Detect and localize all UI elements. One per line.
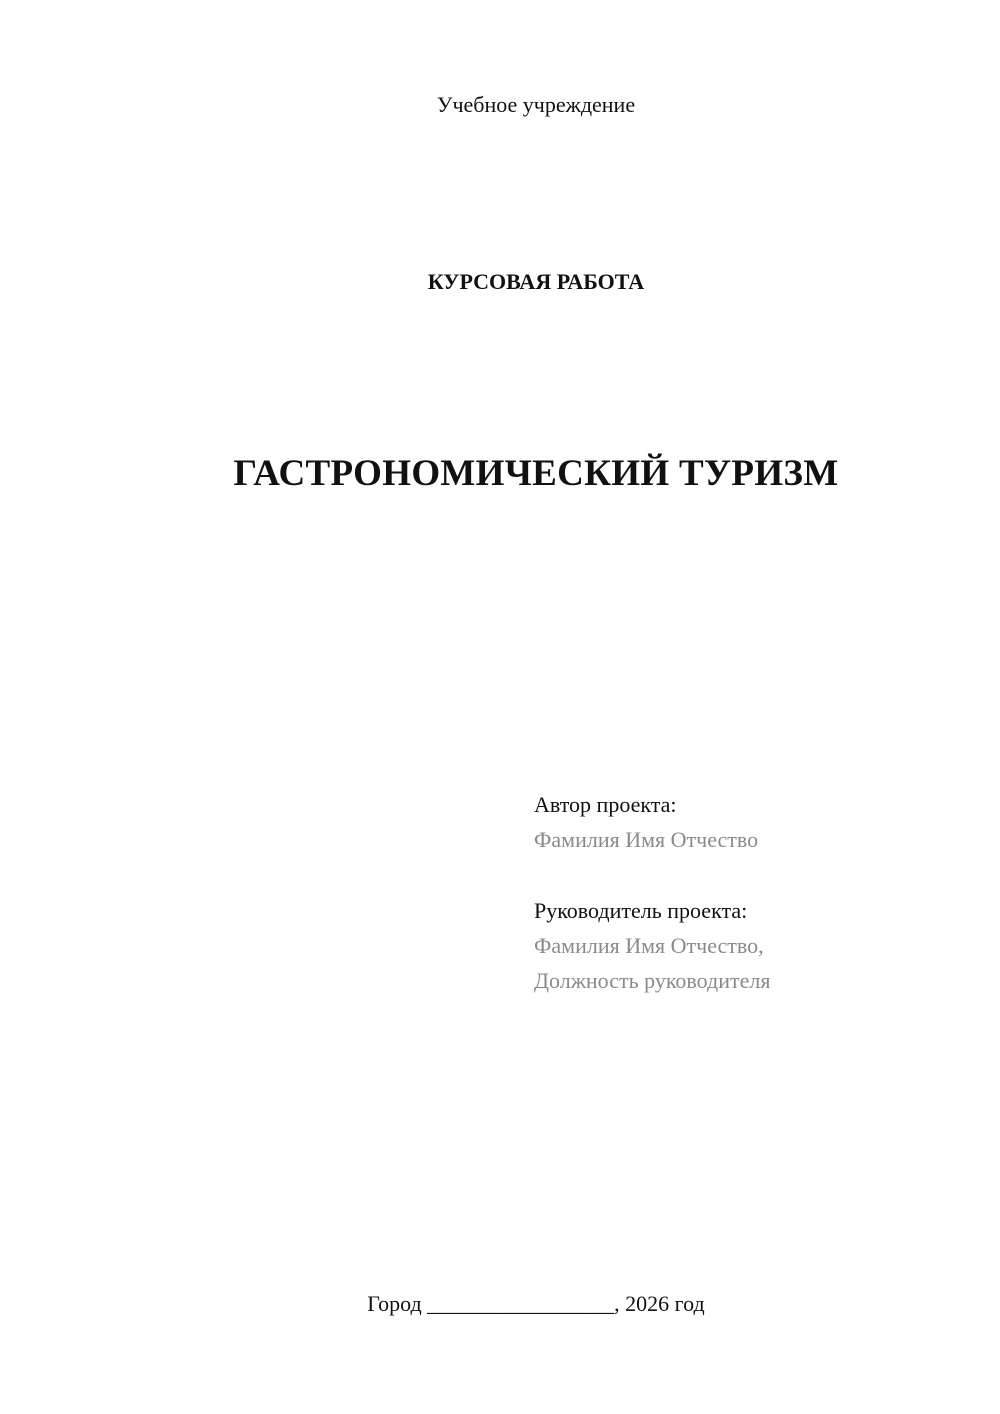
document-type: КУРСОВАЯ РАБОТА	[427, 269, 645, 294]
author-label: Автор проекта:	[534, 792, 677, 817]
supervisor-name-placeholder: Фамилия Имя Отчество,	[534, 933, 764, 958]
city-blank-line: _________________	[427, 1291, 615, 1316]
credits-block	[534, 787, 974, 998]
institution-name: Учебное учреждение	[436, 92, 636, 117]
document-title: ГАСТРОНОМИЧЕСКИЙ ТУРИЗМ	[233, 453, 839, 494]
supervisor-label: Руководитель проекта:	[534, 898, 748, 923]
supervisor-position-placeholder: Должность руководителя	[534, 968, 771, 993]
city-label: Город	[367, 1291, 422, 1316]
year-text: , 2026 год	[614, 1291, 705, 1316]
credits-spacer	[534, 857, 974, 893]
footer-city-year	[0, 1290, 1000, 1318]
author-name-placeholder: Фамилия Имя Отчество	[534, 827, 759, 852]
